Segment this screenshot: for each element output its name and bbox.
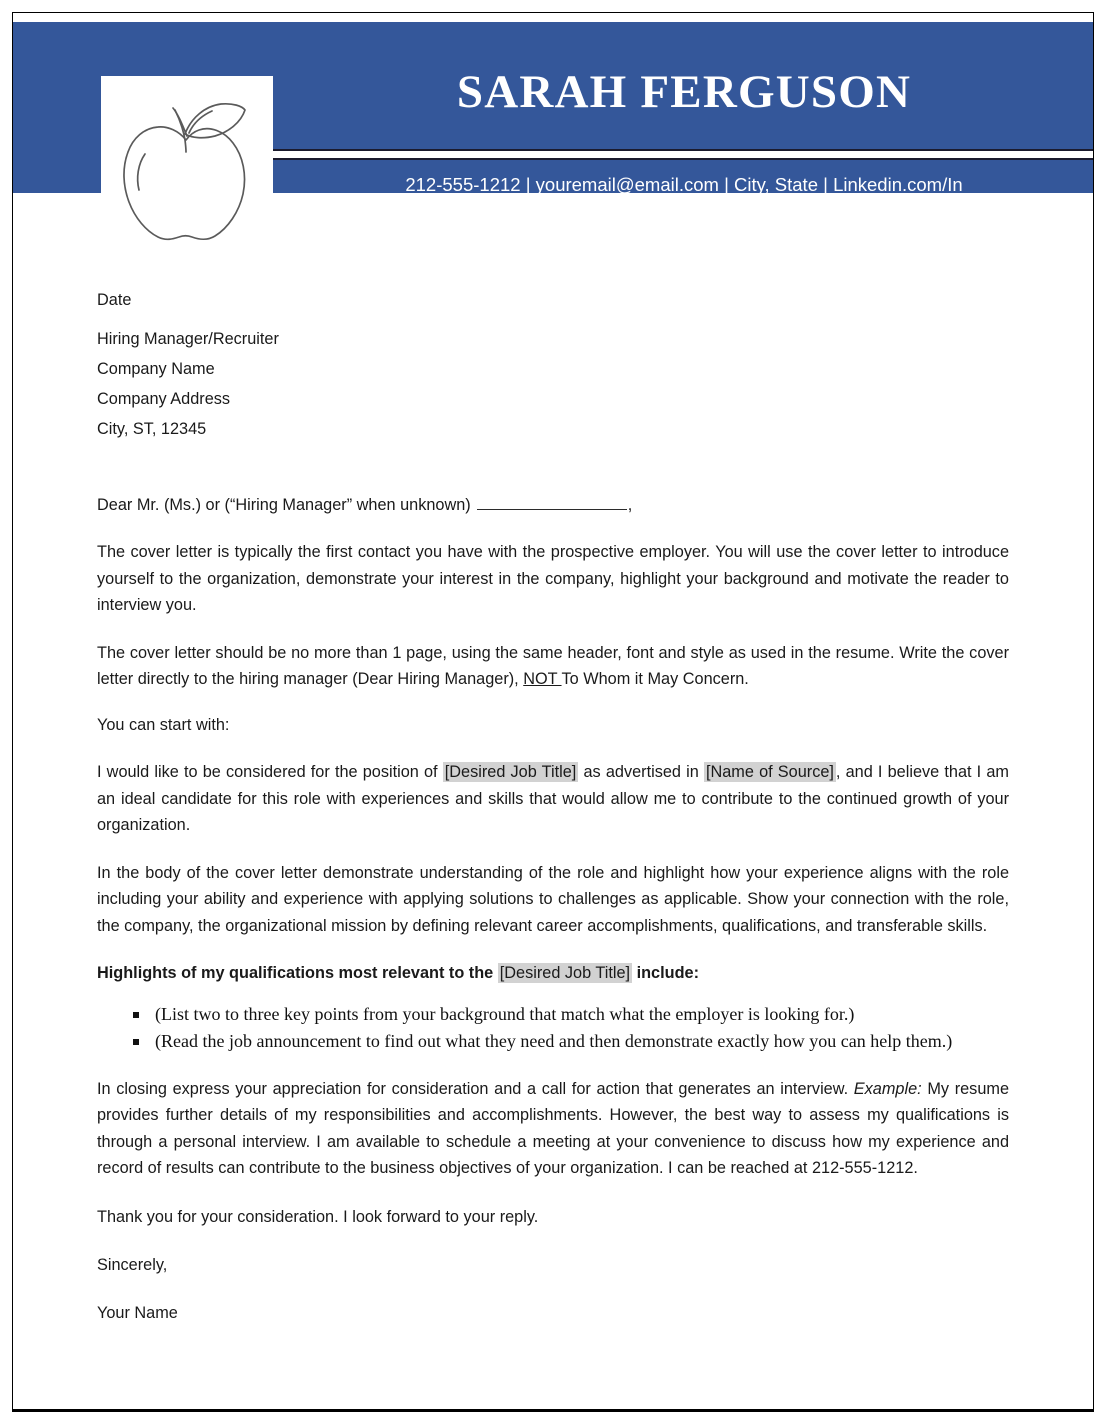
apple-sketch-icon [109, 78, 264, 250]
contact-info-line: 212-555-1212 | youremail@email.com | City, State | Linkedin.com/In [405, 174, 963, 195]
paragraph-body-guidance: In the body of the cover letter demonstrate understanding of the role and highlight how your experience aligns with the role including your ability and experience with applying solutions to challenges as applicable. Show your connection with the role, the company, the organizational mission by defining relevant career accomplishments, qualifications, and transferable skills. [97, 863, 1009, 935]
salutation-blank-field[interactable] [477, 496, 627, 510]
placeholder-desired-job-title[interactable]: [Desired Job Title] [444, 763, 577, 781]
closing-text-b: My resume provides further details of my responsibilities and accomplishments. However, the best way to assess my qualifications is through a personal interview. I am available to schedule a meeting at your convenience to discuss how my experience and record of results can contribute to the business objectives of your organization. I can be reached at 212-555-1212. [97, 1079, 1009, 1177]
start-with-label: You can start with: [97, 715, 230, 734]
highlights-heading [97, 960, 1009, 987]
placeholder-name-of-source[interactable]: [Name of Source] [705, 763, 834, 781]
date-line: Date [97, 291, 132, 309]
thank-you-line: Thank you for your consideration. I look forward to your reply. [97, 1207, 539, 1226]
salutation-comma: , [627, 496, 633, 514]
paragraph-opening-example [97, 759, 1009, 839]
company-name-line: Company Name [97, 360, 215, 378]
recipient-address-block [97, 285, 1009, 444]
length-text-b: To Whom it May Concern. [561, 670, 749, 688]
paragraph-intro: The cover letter is typically the first contact you have with the prospective employer. You will use the cover letter to introduce yourself to the organization, demonstrate your interest in the company, highlight your background and motivate the reader to interview you. [97, 543, 1009, 614]
company-address-line: Company Address [97, 390, 231, 408]
signature-name-line: Your Name [97, 1303, 178, 1322]
list-item: (List two to three key points from your background that match what the employer is looking for.) [133, 1001, 1009, 1028]
recipient-line: Hiring Manager/Recruiter [97, 330, 279, 348]
company-city-line: City, ST, 12345 [97, 420, 207, 438]
page-title: SARAH FERGUSON [456, 66, 912, 118]
letter-body [97, 285, 1009, 1326]
logo-container [101, 76, 273, 251]
qualification-bullet-list [97, 1001, 1009, 1055]
placeholder-desired-job-title-2[interactable]: [Desired Job Title] [499, 964, 631, 982]
highlights-text-a: Highlights of my qualifications most relevant to the [97, 964, 498, 982]
salutation-text: Dear Mr. (Ms.) or (“Hiring Manager” when unknown) [97, 496, 471, 514]
not-emphasis: NOT [523, 670, 562, 688]
letter-page [12, 12, 1094, 1412]
opening-text-c: , and I believe that I am an ideal candidate for this role with experiences and skills that would allow me to contribute to the continued growth of your organization. [97, 763, 1009, 834]
list-item: (Read the job announcement to find out what they need and then demonstrate exactly how you can help them.) [133, 1028, 1009, 1055]
opening-text-a: I would like to be considered for the position of [97, 763, 443, 781]
paragraph-closing-guidance [97, 1076, 1009, 1182]
length-text-a: The cover letter should be no more than 1 page, using the same header, font and style as used in the resume. Write the cover letter directly to the hiring manager (Dear Hiring Manager), [97, 643, 1009, 688]
example-label: Example: [853, 1079, 922, 1098]
closing-text-a: In closing express your appreciation for consideration and a call for action that generates an interview. [97, 1079, 854, 1098]
sincerely-line: Sincerely, [97, 1255, 168, 1274]
opening-text-b: as advertised in [578, 763, 704, 781]
paragraph-length-guidance [97, 640, 1009, 693]
highlights-text-b: include: [632, 964, 700, 982]
header-divider [273, 149, 1093, 160]
salutation-line [97, 492, 1009, 518]
